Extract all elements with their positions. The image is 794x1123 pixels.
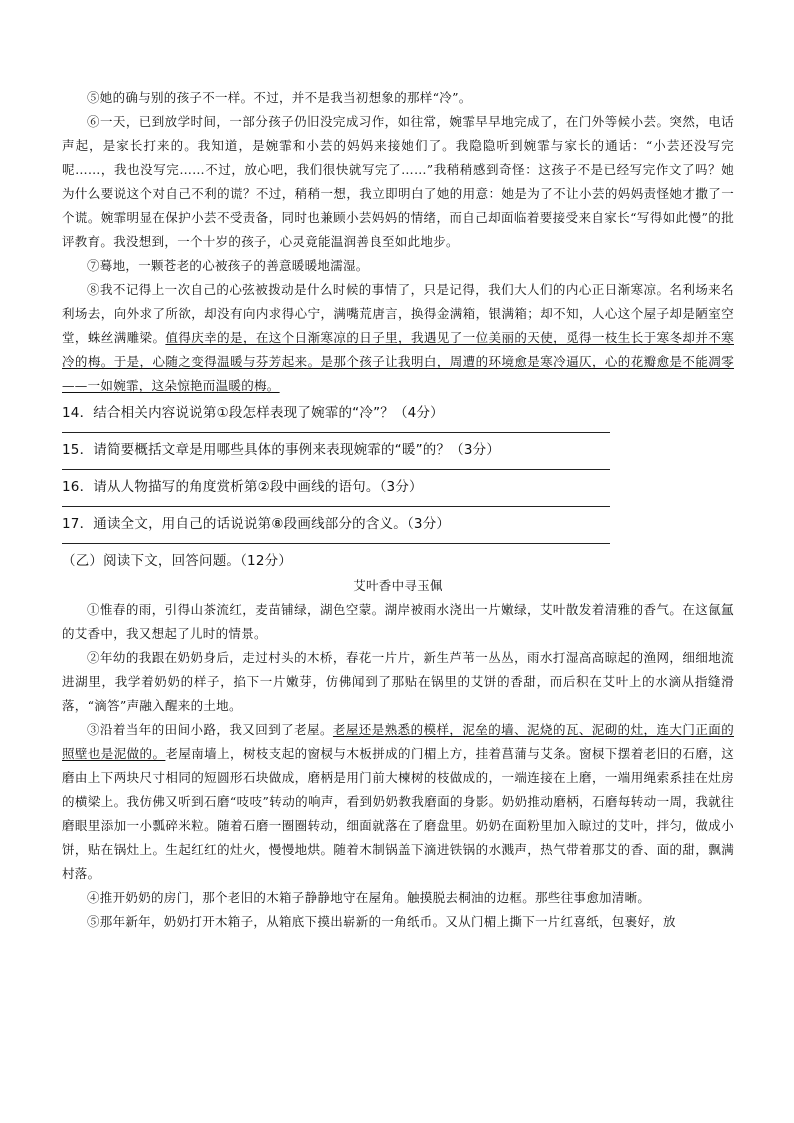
- paragraph-5: ⑤她的确与别的孩子不一样。不过，并不是我当初想象的那样“冷”。: [87, 90, 472, 105]
- question-16: 16．请从人物描写的角度赏析第②段中画线的语句。（3分）: [62, 479, 423, 495]
- article-title: 艾叶香中寻玉佩: [353, 578, 443, 593]
- page: [62, 86, 734, 934]
- paragraph-8: [62, 278, 734, 398]
- article-paragraph-4: ④推开奶奶的房门，那个老旧的木箱子静静地守在屋角。触摸脱去桐油的边框。那些往事愈加清晰。: [87, 890, 651, 905]
- answer-line-16[interactable]: [62, 506, 610, 507]
- article-paragraph-3-underlined: 老屋还是熟悉的模样，泥垒的墙、泥烧的瓦、泥砌的灶，连大门正面的照壁也是泥做的。: [62, 722, 734, 761]
- article-paragraph-5: ⑤那年新年，奶奶打开木箱子，从箱底下摸出崭新的一角纸币。又从门楣上撕下一片红喜纸，包裹好，放: [87, 914, 676, 929]
- article-paragraph-1: ①惟春的雨，引得山茶流红，麦苗铺绿，湖色空蒙。湖岸被雨水浇出一片嫩绿，艾叶散发着清雅的香气。在这氤氲的艾香中，我又想起了儿时的情景。: [62, 602, 734, 641]
- paragraph-8-text: ⑧我不记得上一次自己的心弦被拨动是什么时候的事情了，只是记得，我们大人们的内心正日渐寒凉。名利场来名利场去，向外求了所欲，却没有向内求得心宁，满嘴荒唐言，换得金满箱，银满箱；却不知，人心这个屋子却是陋室空堂，蛛丝满雕梁。: [62, 282, 734, 345]
- answer-line-17[interactable]: [62, 543, 610, 544]
- answer-line-15[interactable]: [62, 469, 610, 470]
- paragraph-6: ⑥一天，已到放学时间，一部分孩子仍旧没完成习作，如往常，婉霏早早地完成了，在门外等候小芸。突然，电话声起，是家长打来的。我知道，是婉霏和小芸的妈妈来接她们了。我隐隐听到婉霏与家长的通话：“小芸还没写完呢……，我也没写完……不过，放心吧，我们很快就写完了……”我稍稍感到奇怪：这孩子不是已经写完作文了吗？她为什么要说这个对自己不利的谎？不过，稍稍一想，我立即明白了她的用意：她是为了不让小芸的妈妈责怪她才撒了一个谎。婉霏明显在保护小芸不受责备，同时也兼顾小芸妈妈的情绪，而自己却面临着要接受来自家长“写得如此慢”的批评教育。我没想到，一个十岁的孩子，心灵竟能温润善良至如此地步。: [62, 114, 734, 249]
- paragraph-8-underlined: 值得庆幸的是，在这个日渐寒凉的日子里，我遇见了一位美丽的天使，觅得一枝生长于寒冬却并不寒冷的梅。于是，心随之变得温暖与芬芳起来。是那个孩子让我明白，周遭的环境愈是寒冷逼仄，心的花瓣愈是不能凋零——一如婉霏，这朵惊艳而温暖的梅。: [62, 330, 734, 393]
- section-heading-yi: （乙）阅读下文，回答问题。（12分）: [62, 553, 293, 569]
- paragraph-7: ⑦蓦地，一颗苍老的心被孩子的善意暖暖地濡湿。: [87, 258, 369, 273]
- article-paragraph-3-rest: 老屋南墙上，树枝支起的窗棂与木板拼成的门楣上方，挂着菖蒲与艾条。窗棂下摆着老旧的石磨，这磨由上下两块尺寸相同的短圆形石块做成，磨柄是用门前大楝树的枝做成的，一端连接在上磨，一端用绳索系挂在灶房的横梁上。我仿佛又听到石磨“吱吱”转动的响声，看到奶奶教我磨面的身影。奶奶推动磨柄，石磨每转动一周，我就往磨眼里添加一小瓢碎米粒。随着石磨一圈圈转动，细面就落在了磨盘里。奶奶在面粉里加入晾过的艾叶，拌匀，做成小饼，贴在锅灶上。生起红红的灶火，慢慢地烘。随着木制锅盖下滴进铁锅的水溅声，热气带着那艾的香、面的甜，飘满村落。: [62, 746, 734, 881]
- article-paragraph-3: [62, 718, 734, 886]
- article-paragraph-3-lead: ③沿着当年的田间小路，我又回到了老屋。: [87, 722, 333, 737]
- question-14: 14．结合相关内容说说第①段怎样表现了婉霏的“冷”？（4分）: [62, 405, 444, 421]
- question-17: 17．通读全文，用自己的话说说第⑧段画线部分的含义。（3分）: [62, 516, 451, 532]
- answer-line-14[interactable]: [62, 432, 610, 433]
- article-paragraph-2: ②年幼的我跟在奶奶身后，走过村头的木桥，春花一片片，新生芦苇一丛丛，雨水打湿高高晾起的渔网，细细地流进湖里，我学着奶奶的样子，掐下一片嫩芽，仿佛闻到了那贴在锅里的艾饼的香甜，而后积在艾叶上的水滴从指缝滑落，“滴答”声融入醒来的土地。: [62, 650, 734, 713]
- question-15: 15．请简要概括文章是用哪些具体的事例来表现婉霏的“暖”的？（3分）: [62, 442, 501, 458]
